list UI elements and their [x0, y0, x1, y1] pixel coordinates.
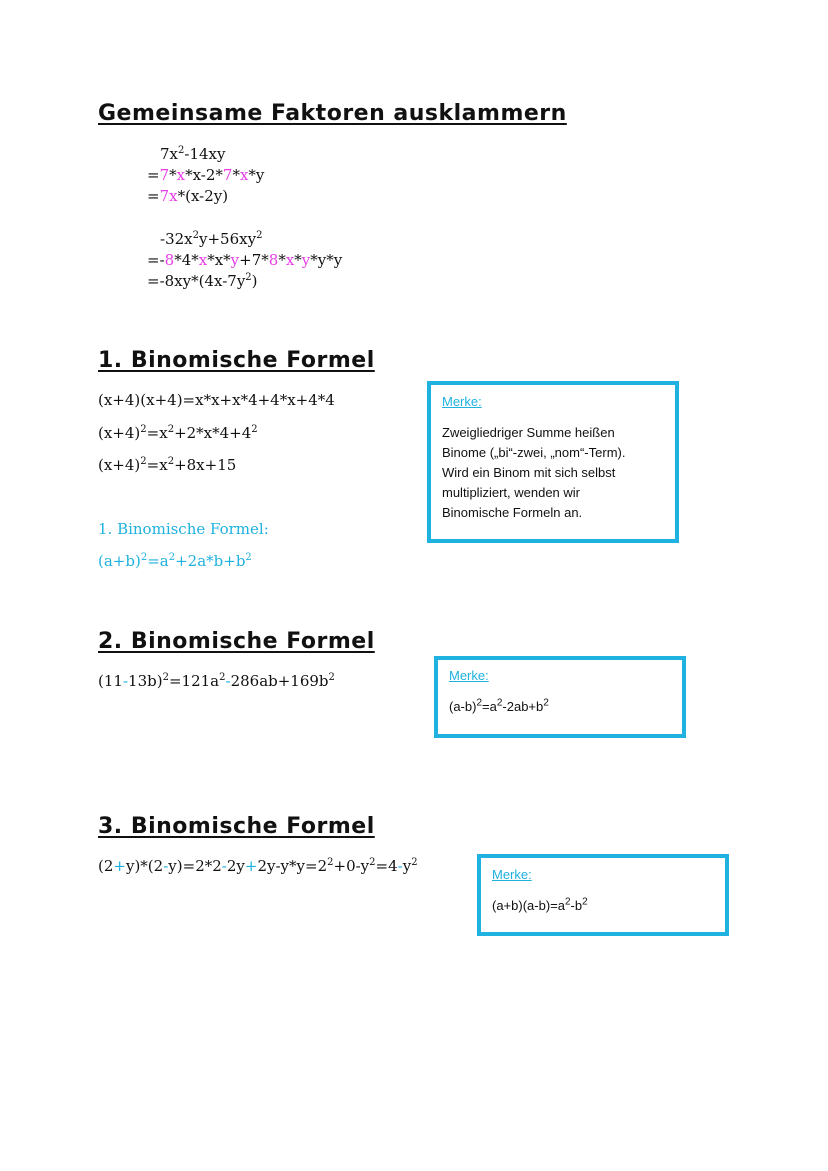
ex2-line3: $=-8xy*(4x-7y^2)$ — [147, 272, 258, 290]
merke-box-binom2 — [434, 656, 686, 738]
merke-box-binom1 — [427, 381, 679, 543]
binom1-formula-label: 1. Binomische Formel: — [98, 520, 269, 538]
binom1-formula: $(a+b)^2=a^2+2a*b+b^2$ — [98, 552, 252, 570]
ex1-line2: =7*x*x-2*7*x*y — [147, 166, 265, 184]
binom1-line2: $(x+4)^2=x^2+2*x*4+4^2$ — [98, 424, 258, 442]
binom1-line1: (x+4)(x+4)=x*x+x*4+4*x+4*4 — [98, 391, 335, 409]
binom2-line: $(11-13b)^2=121a^2-286ab+169b^2$ — [98, 672, 335, 690]
binom3-line: $(2+y)*(2-y)=2*2-2y+2y-y*y=2^2+0-y^2=4-y^2$ — [98, 857, 418, 875]
heading-binomische-formel-3: 3. Binomische Formel — [98, 814, 375, 839]
ex2-line2: =-8*4*x*x*y+7*8*x*y*y*y — [147, 251, 343, 269]
heading-binomische-formel-1: 1. Binomische Formel — [98, 348, 375, 373]
ex2-line1: $-32x^2y+56xy^2$ — [160, 230, 263, 248]
merke-label: Merke: — [442, 394, 482, 409]
merke-box-binom3 — [477, 854, 729, 936]
binom1-line3: $(x+4)^2=x^2+8x+15$ — [98, 456, 237, 474]
heading-binomische-formel-2: 2. Binomische Formel — [98, 629, 375, 654]
merke-label: Merke: — [492, 867, 532, 882]
merke-label: Merke: — [449, 668, 489, 683]
merke-formula: $(a-b)^2=a^2-2ab+b^2$ — [449, 697, 549, 714]
ex1-line1: $7x^2-14xy$ — [160, 145, 226, 163]
merke-text: Zweigliedriger Summe heißen Binome („bi“-zwei, „nom“-Term). Wird ein Binom mit sich selbst multipliziert, wenden wir Binomische Formeln an. — [442, 425, 626, 520]
heading-gemeinsame-faktoren: Gemeinsame Faktoren ausklammern — [98, 101, 567, 126]
ex1-line3: =7x*(x-2y) — [147, 187, 229, 205]
merke-formula: $(a+b)(a-b)=a^2-b^2$ — [492, 896, 588, 913]
